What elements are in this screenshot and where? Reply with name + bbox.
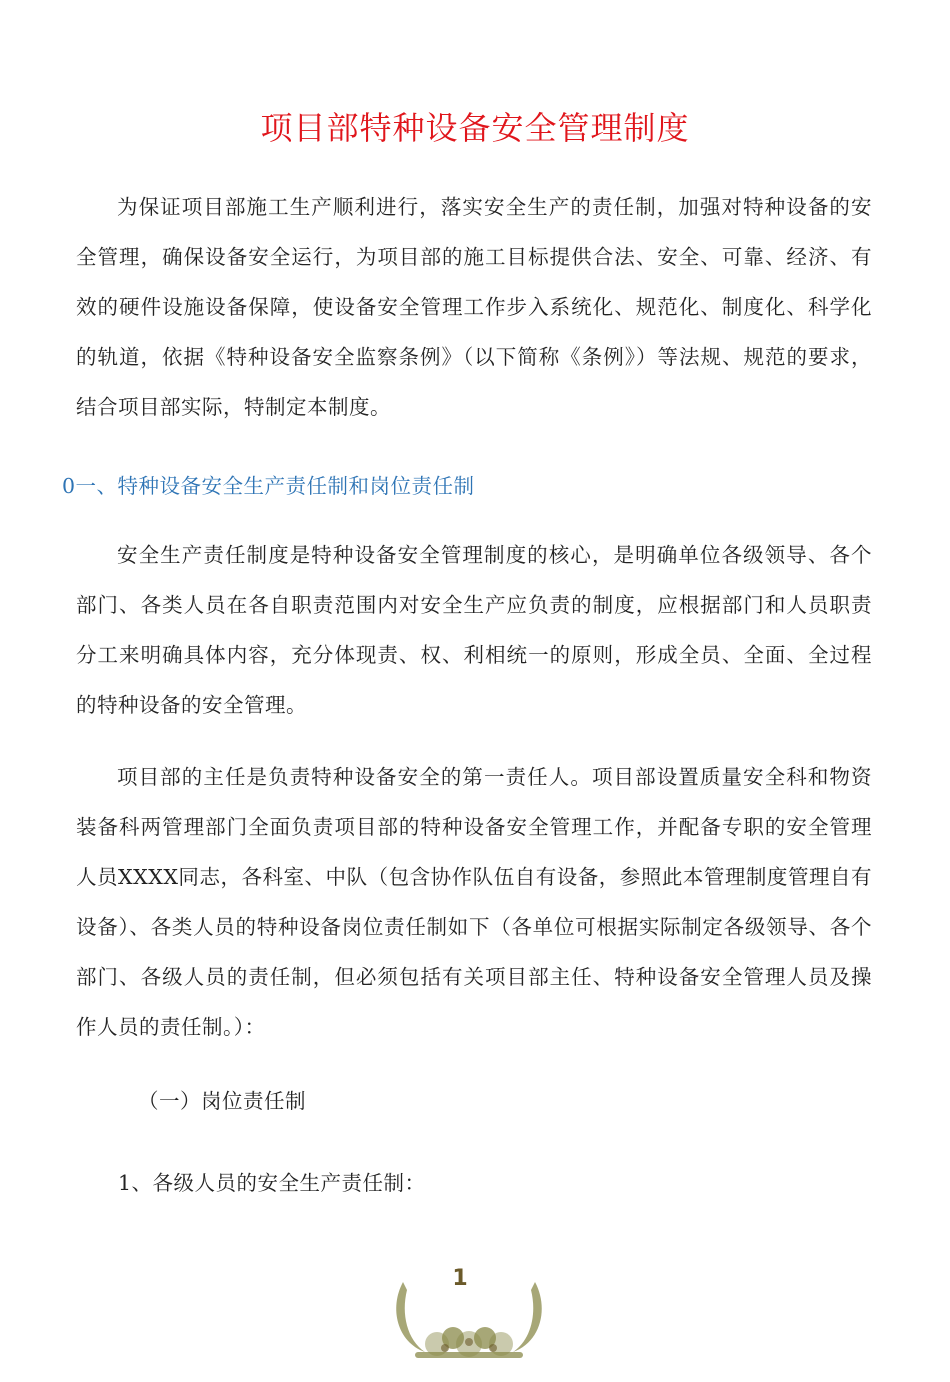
section-heading-1: 0一、特种设备安全生产责任制和岗位责任制 (62, 474, 475, 498)
subsection-heading-1: （一）岗位责任制 (138, 1089, 306, 1113)
intro-paragraph: 为保证项目部施工生产顺利进行，落实安全生产的责任制，加强对特种设备的安全管理，确保设备安全运行，为项目部的施工目标提供合法、安全、可靠、经济、有效的硬件设施设备保障，使设备安全管理工作步入系统化、规范化、制度化、科学化的轨道，依据《特种设备安全监察条例》（以下简称《条例》）等法规、规范的要求，结合项目部实际，特制定本制度。 (76, 195, 872, 419)
list-item-1: 1、各级人员的安全生产责任制： (118, 1171, 426, 1195)
responsibility-paragraph: 安全生产责任制度是特种设备安全管理制度的核心，是明确单位各级领导、各个部门、各类人员在各自职责范围内对安全生产应负责的制度，应根据部门和人员职责分工来明确具体内容，充分体现责、权、利相统一的原则，形成全员、全面、全过程的特种设备的安全管理。 (76, 543, 872, 717)
page-footer (385, 1264, 565, 1360)
document-title: 项目部特种设备安全管理制度 (260, 109, 690, 147)
page-number: 1 (452, 1266, 468, 1291)
project-director-paragraph: 项目部的主任是负责特种设备安全的第一责任人。项目部设置质量安全科和物资装备科两管理部门全面负责项目部的特种设备安全管理工作，并配备专职的安全管理人员XXXX同志，各科室、中队（包含协作队伍自有设备，参照此本管理制度管理自有设备）、各类人员的特种设备岗位责任制如下（各单位可根据实际制定各级领导、各个部门、各级人员的责任制，但必须包括有关项目部主任、特种设备安全管理人员及操作人员的责任制。）： (76, 765, 872, 1039)
